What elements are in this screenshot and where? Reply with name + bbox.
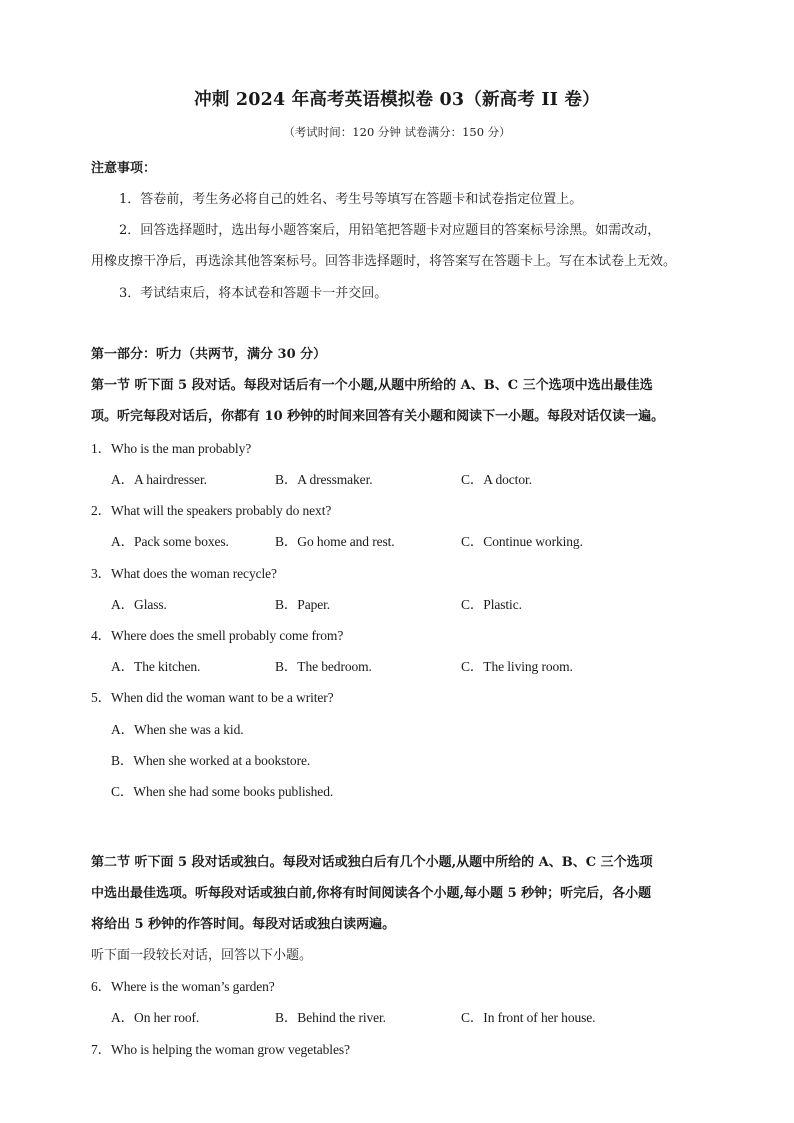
q1-option-b: B．A dressmaker. [275, 472, 373, 487]
q5-option-a: A．When she was a kid. [111, 722, 244, 737]
q1-option-c: C．A doctor. [461, 472, 532, 487]
section1-instructions-line1: 第一节 听下面 5 段对话。每段对话后有一个小题,从题中所给的 A、B、C 三个选项中选出最佳选 [91, 378, 653, 393]
note-item-1: 1．答卷前，考生务必将自己的姓名、考生号等填写在答题卡和试卷指定位置上。 [119, 192, 583, 207]
note-item-2-cont: 用橡皮擦干净后，再选涂其他答案标号。回答非选择题时，将答案写在答题卡上。写在本试卷上无效。 [91, 254, 677, 269]
question-4: 4．Where does the smell probably come from? [91, 628, 344, 643]
question-7: 7．Who is helping the woman grow vegetables? [91, 1042, 350, 1057]
q1-option-a: A．A hairdresser. [111, 472, 207, 487]
question-2: 2．What will the speakers probably do next? [91, 503, 332, 518]
section1-instructions-line2: 项。听完每段对话后，你都有 10 秒钟的时间来回答有关小题和阅读下一小题。每段对话仅读一遍。 [91, 409, 665, 424]
q4-option-a: A．The kitchen. [111, 659, 201, 674]
exam-time-score: （考试时间：120 分钟 试卷满分：150 分） [283, 125, 511, 139]
page-title: 冲刺 2024 年高考英语模拟卷 03（新高考 II 卷） [194, 90, 600, 110]
q3-option-b: B．Paper. [275, 597, 331, 612]
q6-option-b: B．Behind the river. [275, 1010, 386, 1025]
part1-heading: 第一部分：听力（共两节，满分 30 分） [91, 347, 327, 362]
q5-option-b: B．When she worked at a bookstore. [111, 753, 311, 768]
q2-option-b: B．Go home and rest. [275, 534, 395, 549]
q6-option-a: A．On her roof. [111, 1010, 200, 1025]
q3-option-a: A．Glass. [111, 597, 167, 612]
question-1: 1．Who is the man probably? [91, 441, 252, 456]
q5-option-c: C．When she had some books published. [111, 784, 334, 799]
q3-option-c: C．Plastic. [461, 597, 522, 612]
question-5: 5．When did the woman want to be a writer? [91, 690, 334, 705]
section2-instructions-line2: 中选出最佳选项。听每段对话或独白前,你将有时间阅读各个小题,每小题 5 秒钟；听完后，各小题 [91, 886, 652, 901]
section2-instructions-line1: 第二节 听下面 5 段对话或独白。每段对话或独白后有几个小题,从题中所给的 A、B、C 三个选项 [91, 855, 653, 870]
section2-instructions-line3: 将给出 5 秒钟的作答时间。每段对话或独白读两遍。 [91, 917, 396, 932]
note-item-2: 2．回答选择题时，选出每小题答案后，用铅笔把答题卡对应题目的答案标号涂黑。如需改动， [119, 223, 661, 238]
note-item-3: 3．考试结束后，将本试卷和答题卡一并交回。 [119, 286, 388, 301]
q2-option-c: C．Continue working. [461, 534, 583, 549]
q4-option-c: C．The living room. [461, 659, 573, 674]
q6-option-c: C．In front of her house. [461, 1010, 596, 1025]
q4-option-b: B．The bedroom. [275, 659, 372, 674]
notes-heading: 注意事项： [91, 161, 157, 176]
question-6: 6．Where is the woman’s garden? [91, 979, 275, 994]
dialogue-intro: 听下面一段较长对话，回答以下小题。 [91, 948, 313, 963]
q2-option-a: A．Pack some boxes. [111, 534, 229, 549]
question-3: 3．What does the woman recycle? [91, 566, 277, 581]
